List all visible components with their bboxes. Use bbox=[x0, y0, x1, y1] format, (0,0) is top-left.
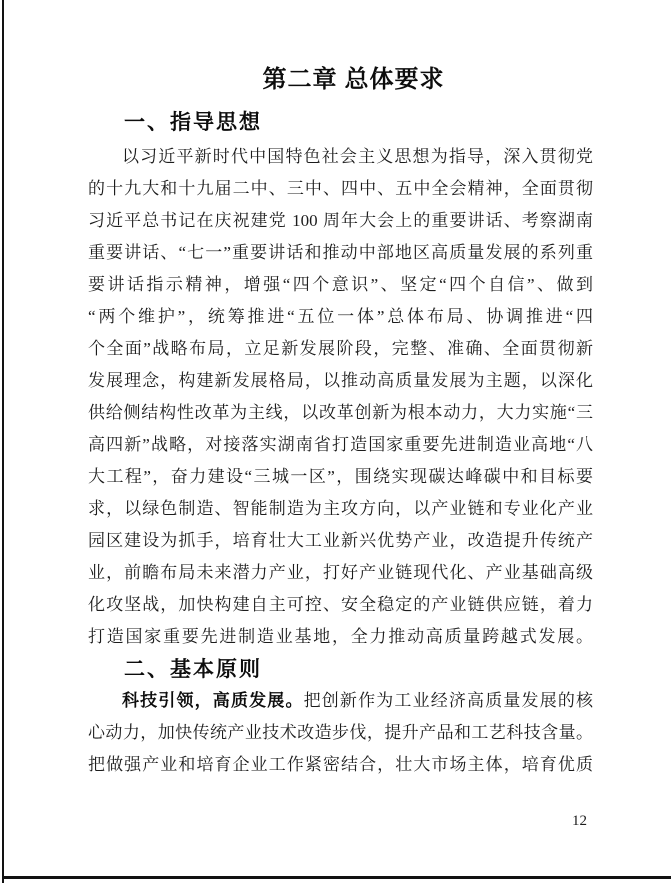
text-line: 把做强产业和培育企业工作紧密结合，壮大市场主体，培育优质 bbox=[88, 755, 593, 774]
section-heading-basic-principles: 二、基本原则 bbox=[124, 657, 262, 681]
page-edge-left bbox=[2, 0, 4, 883]
page-number: 12 bbox=[572, 813, 587, 829]
section-heading-guiding-ideology: 一、指导思想 bbox=[124, 110, 262, 134]
text-line: “两个维护”，统筹推进“五位一体”总体布局、协调推进“四 bbox=[88, 307, 593, 326]
text-line: 高四新”战略，对接落实湖南省打造国家重要先进制造业高地“八 bbox=[88, 435, 593, 454]
text-line: 化攻坚战，加快构建自主可控、安全稳定的产业链供应链，着力 bbox=[88, 595, 593, 614]
text-line: 园区建设为抓手，培育壮大工业新兴优势产业，改造提升传统产 bbox=[88, 531, 593, 550]
page-edge-bottom bbox=[2, 876, 671, 879]
principle-lead-rest: 把创新作为工业经济高质量发展的核 bbox=[303, 691, 593, 710]
text-line bbox=[88, 685, 593, 717]
text-line: 业，前瞻布局未来潜力产业，打好产业链现代化、产业基础高级 bbox=[88, 563, 593, 582]
text-line: 供给侧结构性改革为主线，以改革创新为根本动力，大力实施“三 bbox=[88, 403, 593, 422]
text-line: 心动力，加快传统产业技术改造步伐，提升产品和工艺科技含量。 bbox=[88, 723, 593, 742]
text-line: 以习近平新时代中国特色社会主义思想为指导，深入贯彻党 bbox=[122, 147, 593, 166]
paragraph-guiding-ideology bbox=[88, 141, 593, 653]
text-line: 习近平总书记在庆祝建党 100 周年大会上的重要讲话、考察湖南 bbox=[88, 211, 593, 230]
text-line: 发展理念，构建新发展格局，以推动高质量发展为主题，以深化 bbox=[88, 371, 593, 390]
text-line: 个全面”战略布局，立足新发展阶段，完整、准确、全面贯彻新 bbox=[88, 339, 593, 358]
text-line: 重要讲话、“七一”重要讲话和推动中部地区高质量发展的系列重 bbox=[88, 243, 593, 262]
text-line: 大工程”，奋力建设“三城一区”，围绕实现碳达峰碳中和目标要 bbox=[88, 467, 593, 486]
principle-lead-bold: 科技引领，高质发展。 bbox=[122, 691, 304, 710]
text-line: 要讲话指示精神，增强“四个意识”、坚定“四个自信”、做到 bbox=[88, 275, 593, 294]
text-line: 的十九大和十九届二中、三中、四中、五中全会精神，全面贯彻 bbox=[88, 179, 593, 198]
text-line: 求，以绿色制造、智能制造为主攻方向，以产业链和专业化产业 bbox=[88, 499, 593, 518]
chapter-title: 第二章 总体要求 bbox=[262, 67, 445, 93]
paragraph-basic-principles bbox=[88, 685, 593, 781]
text-line: 打造国家重要先进制造业基地，全力推动高质量跨越式发展。 bbox=[88, 627, 593, 646]
